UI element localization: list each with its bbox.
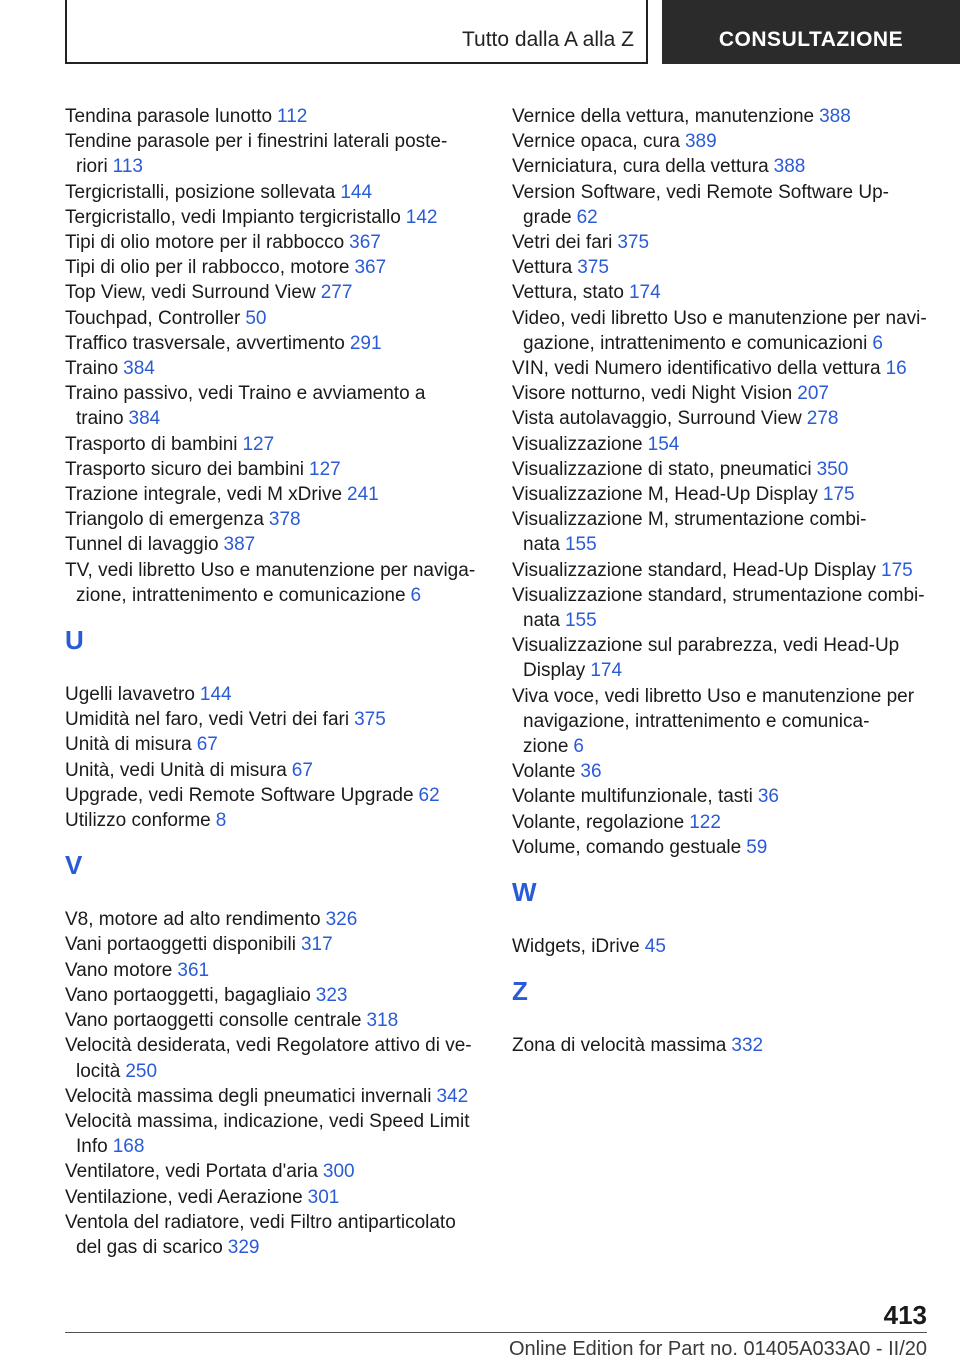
- index-page-link[interactable]: 300: [322, 1161, 355, 1183]
- index-page-link[interactable]: 241: [347, 484, 379, 506]
- index-page-link[interactable]: 277: [320, 282, 353, 304]
- index-entry: [65, 958, 483, 983]
- index-entry-text: Visualizzazione di stato, pneumatici: [512, 458, 812, 480]
- index-entry: [65, 457, 483, 482]
- index-entry: [512, 759, 932, 784]
- index-page-link[interactable]: 6: [573, 736, 584, 758]
- index-page-link[interactable]: 67: [291, 759, 313, 781]
- index-entry: [65, 306, 483, 331]
- index-entry-text: Visualizzazione standard, strumentazione combi-: [512, 584, 925, 606]
- index-entry-text: Velocità massima, indicazione, vedi Speed Limit: [65, 1110, 470, 1132]
- index-entry: [65, 682, 483, 707]
- index-page-link[interactable]: 59: [746, 836, 768, 858]
- index-page-link[interactable]: 168: [112, 1136, 145, 1158]
- index-entry: [65, 932, 483, 957]
- index-entry-text: Vernice della vettura, manutenzione: [512, 106, 815, 127]
- index-entry-text: zione, intrattenimento e comunicazione: [76, 584, 406, 606]
- index-page-link[interactable]: 154: [647, 433, 680, 455]
- index-page-link[interactable]: 318: [366, 1010, 399, 1032]
- index-page-link[interactable]: 301: [307, 1186, 340, 1208]
- index-page-link[interactable]: 291: [349, 332, 382, 354]
- index-entry: [65, 180, 483, 205]
- index-entry-text: Tipi di olio per il rabbocco, motore: [65, 257, 350, 279]
- index-page-link[interactable]: 144: [340, 181, 373, 203]
- index-page-link[interactable]: 378: [268, 509, 301, 531]
- index-entry-text: Volante: [512, 761, 576, 783]
- index-page-link[interactable]: 113: [112, 156, 143, 178]
- index-entry: [512, 810, 932, 835]
- index-page-link[interactable]: 36: [757, 786, 779, 808]
- index-entry-text: nata: [523, 534, 560, 556]
- index-entry: [65, 1008, 483, 1033]
- index-entry: [65, 356, 483, 381]
- index-entry-text: Vettura: [512, 257, 573, 279]
- index-entry: [65, 104, 483, 129]
- index-entry: [512, 633, 932, 683]
- index-entry: [65, 758, 483, 783]
- index-letter-heading: V: [65, 850, 83, 881]
- index-page-link[interactable]: 67: [196, 734, 218, 756]
- index-entry-text: traino: [76, 408, 124, 430]
- index-entry: [512, 230, 932, 255]
- index-entry: [65, 432, 483, 457]
- index-entry-text: riori: [76, 156, 108, 178]
- header-chapter-tab: [662, 0, 960, 64]
- index-page-link[interactable]: 62: [576, 206, 598, 228]
- index-entry: [512, 306, 932, 356]
- index-entry: [512, 835, 932, 860]
- index-entry: [65, 507, 483, 532]
- index-page-link[interactable]: 127: [242, 433, 275, 455]
- index-entry-text: Info: [76, 1136, 108, 1158]
- index-entry-text: grade: [523, 206, 572, 228]
- index-page-link[interactable]: 342: [436, 1085, 469, 1107]
- index-page-link[interactable]: 45: [644, 936, 666, 958]
- index-page-link[interactable]: 6: [410, 584, 422, 606]
- index-entry-text: TV, vedi libretto Uso e manutenzione per naviga-: [65, 559, 476, 581]
- index-entry-text: Trasporto di bambini: [65, 433, 238, 455]
- index-entry: [65, 280, 483, 305]
- index-entry-text: Umidità nel faro, vedi Vetri dei fari: [65, 709, 350, 731]
- index-entry-text: Ventola del radiatore, vedi Filtro antiparticolato: [65, 1211, 456, 1233]
- index-entry-text: Volume, comando gestuale: [512, 836, 742, 858]
- index-entry-text: Vettura, stato: [512, 282, 624, 304]
- index-entry-text: Visualizzazione sul parabrezza, vedi Head-Up: [512, 635, 900, 657]
- index-entry-text: Traino passivo, vedi Traino e avviamento a: [65, 383, 426, 405]
- index-page-link[interactable]: 144: [199, 684, 232, 706]
- index-entry: [65, 532, 483, 557]
- index-entry: [65, 331, 483, 356]
- index-page-link[interactable]: 384: [128, 408, 161, 430]
- index-entry: [65, 205, 483, 230]
- index-entry-text: Vani portaoggetti disponibili: [65, 934, 296, 956]
- index-entry-text: Verniciatura, cura della vettura: [512, 156, 769, 178]
- index-entry-text: Volante, regolazione: [512, 811, 685, 833]
- index-entry-text: Vano portaoggetti, bagagliaio: [65, 984, 311, 1006]
- footer-edition-text: Online Edition for Part no. 01405A033A0 - II/20: [508, 1338, 927, 1360]
- index-entry: [512, 356, 932, 381]
- index-page-link[interactable]: 127: [309, 458, 341, 480]
- index-entry: [65, 230, 483, 255]
- index-page-link[interactable]: 175: [822, 484, 855, 506]
- index-page-link[interactable]: 207: [797, 383, 829, 405]
- index-entry-text: Widgets, iDrive: [512, 936, 640, 958]
- index-page-link[interactable]: 323: [315, 984, 348, 1006]
- index-entry-text: Tergicristalli, posizione sollevata: [65, 181, 336, 203]
- index-entry-text: Ventilazione, vedi Aerazione: [65, 1186, 303, 1208]
- index-page-link[interactable]: 332: [731, 1035, 764, 1057]
- index-entry-text: Triangolo di emergenza: [65, 509, 264, 531]
- index-entry-text: V8, motore ad alto rendimento: [65, 909, 321, 931]
- index-entry: [65, 558, 483, 608]
- index-entry-text: nata: [523, 610, 560, 632]
- index-page-link[interactable]: 174: [590, 660, 623, 682]
- index-page-link[interactable]: 389: [684, 131, 717, 153]
- index-page-link[interactable]: 375: [354, 709, 386, 731]
- index-entry-text: Velocità desiderata, vedi Regolatore attivo di ve-: [65, 1035, 472, 1057]
- index-entry: [512, 406, 932, 431]
- index-entry: [512, 104, 932, 129]
- index-page-link[interactable]: 278: [806, 408, 839, 430]
- index-entry: [512, 280, 932, 305]
- index-entry-text: Ventilatore, vedi Portata d'aria: [65, 1161, 318, 1183]
- index-entry-text: Visualizzazione: [512, 433, 643, 455]
- index-entry-text: Trasporto sicuro dei bambini: [65, 458, 305, 480]
- index-page-link[interactable]: 350: [816, 458, 849, 480]
- footer-divider: [65, 1332, 927, 1333]
- index-entry-text: Video, vedi libretto Uso e manutenzione per navi-: [512, 307, 927, 329]
- index-entry-text: Velocità massima degli pneumatici invernali: [65, 1085, 432, 1107]
- index-page-link[interactable]: 384: [123, 358, 155, 380]
- index-page-link[interactable]: 375: [617, 232, 650, 254]
- index-entry: [512, 583, 932, 633]
- index-page-link[interactable]: 387: [223, 534, 256, 556]
- index-entry-text: Tendine parasole per i finestrini laterali poste-: [65, 131, 448, 153]
- index-entry: [512, 934, 932, 959]
- index-entry: [65, 1159, 483, 1184]
- index-entry: [512, 1033, 932, 1058]
- index-page-link[interactable]: 155: [564, 610, 597, 632]
- header-section-title: Tutto dalla A alla Z: [462, 28, 634, 51]
- index-entry: [65, 1185, 483, 1210]
- index-entry-text: Utilizzo conforme: [65, 810, 211, 832]
- index-entry: [65, 732, 483, 757]
- index-entry: [65, 255, 483, 280]
- index-entry-text: Traffico trasversale, avvertimento: [65, 332, 345, 354]
- index-entry-text: Version Software, vedi Remote Software Up-: [512, 181, 890, 203]
- index-page-link[interactable]: 50: [245, 307, 267, 329]
- index-entry-text: Touchpad, Controller: [65, 307, 241, 329]
- index-entry: [65, 1084, 483, 1109]
- index-letter-heading: U: [65, 625, 84, 656]
- index-entry-text: locità: [76, 1060, 121, 1082]
- index-entry-text: del gas di scarico: [76, 1236, 223, 1258]
- index-column-left: [65, 104, 483, 1260]
- index-entry: [512, 255, 932, 280]
- index-page-link[interactable]: 367: [354, 257, 387, 279]
- index-entry-text: Visualizzazione M, Head-Up Display: [512, 484, 818, 506]
- index-entry-text: Tunnel di lavaggio: [65, 534, 219, 556]
- index-entry-text: navigazione, intrattenimento e comunica-: [523, 710, 870, 732]
- page-number: 413: [883, 1300, 927, 1330]
- index-entry-text: Tendina parasole lunotto: [65, 106, 273, 127]
- index-page-link[interactable]: 174: [628, 282, 661, 304]
- index-entry-text: Vista autolavaggio, Surround View: [512, 408, 802, 430]
- index-page-link[interactable]: 329: [227, 1236, 260, 1258]
- index-entry-text: gazione, intrattenimento e comunicazioni: [523, 332, 868, 354]
- index-entry: [65, 808, 483, 833]
- index-entry: [512, 507, 932, 557]
- index-entry-text: Vano motore: [65, 959, 173, 981]
- index-entry-text: Traino: [65, 358, 119, 380]
- index-entry: [65, 129, 483, 179]
- index-entry: [512, 784, 932, 809]
- index-entry-text: Top View, vedi Surround View: [65, 282, 316, 304]
- index-entry: [65, 907, 483, 932]
- index-page-link[interactable]: 36: [580, 761, 602, 783]
- index-entry-text: Vernice opaca, cura: [512, 131, 680, 153]
- index-entry-text: VIN, vedi Numero identificativo della vettura: [512, 358, 881, 380]
- index-page-link[interactable]: 388: [819, 106, 851, 127]
- index-page-link[interactable]: 155: [564, 534, 597, 556]
- index-entry: [512, 482, 932, 507]
- index-page-link[interactable]: 326: [325, 909, 358, 931]
- index-entry: [512, 457, 932, 482]
- index-entry: [65, 1033, 483, 1083]
- index-entry-text: Unità, vedi Unità di misura: [65, 759, 287, 781]
- index-page-link[interactable]: 250: [125, 1060, 158, 1082]
- index-page-link[interactable]: 16: [885, 358, 907, 380]
- index-page-link[interactable]: 175: [881, 559, 913, 581]
- index-entry-text: Trazione integrale, vedi M xDrive: [65, 484, 343, 506]
- index-entry-text: Volante multifunzionale, tasti: [512, 786, 753, 808]
- index-page-link[interactable]: 142: [405, 206, 438, 228]
- index-entry: [512, 129, 932, 154]
- index-page-link[interactable]: 6: [872, 332, 883, 354]
- index-entry: [512, 381, 932, 406]
- index-page-link[interactable]: 122: [689, 811, 721, 833]
- index-entry-text: Tergicristallo, vedi Impianto tergicristallo: [65, 206, 401, 228]
- index-letter-heading: W: [512, 877, 537, 908]
- index-entry: [65, 1109, 483, 1159]
- index-entry: [65, 1210, 483, 1260]
- index-entry: [65, 783, 483, 808]
- index-entry-text: Visore notturno, vedi Night Vision: [512, 383, 793, 405]
- index-entry: [512, 684, 932, 760]
- index-page-link[interactable]: 388: [773, 156, 806, 178]
- index-page-link[interactable]: 317: [300, 934, 333, 956]
- index-entry: [65, 381, 483, 431]
- index-entry-text: Upgrade, vedi Remote Software Upgrade: [65, 784, 414, 806]
- index-entry-text: Vetri dei fari: [512, 232, 613, 254]
- header-section-tab: [65, 0, 648, 64]
- index-entry: [512, 180, 932, 230]
- index-entry-text: zione: [523, 736, 569, 758]
- index-entry: [512, 154, 932, 179]
- index-entry-text: Tipi di olio motore per il rabbocco: [65, 232, 345, 254]
- index-entry-text: Zona di velocità massima: [512, 1035, 727, 1057]
- index-entry: [65, 983, 483, 1008]
- index-entry-text: Visualizzazione standard, Head-Up Display: [512, 559, 877, 581]
- index-page-link[interactable]: 62: [418, 784, 440, 806]
- index-entry: [512, 432, 932, 457]
- index-entry-text: Unità di misura: [65, 734, 192, 756]
- index-entry: [65, 482, 483, 507]
- index-letter-heading: Z: [512, 976, 528, 1007]
- index-entry-text: Viva voce, vedi libretto Uso e manutenzione per: [512, 685, 915, 707]
- index-page-link[interactable]: 112: [277, 106, 308, 127]
- header-chapter-title: CONSULTAZIONE: [718, 28, 904, 51]
- index-entry-text: Display: [523, 660, 586, 682]
- index-page-link[interactable]: 367: [349, 232, 381, 254]
- index-page-link[interactable]: 361: [177, 959, 210, 981]
- index-entry: [65, 707, 483, 732]
- index-entry-text: Vano portaoggetti consolle centrale: [65, 1010, 362, 1032]
- index-entry: [512, 558, 932, 583]
- index-entry-text: Visualizzazione M, strumentazione combi-: [512, 509, 867, 531]
- index-column-right: [512, 104, 932, 1059]
- index-page-link[interactable]: 8: [215, 810, 227, 832]
- index-entry-text: Ugelli lavavetro: [65, 684, 195, 706]
- index-page-link[interactable]: 375: [577, 257, 609, 279]
